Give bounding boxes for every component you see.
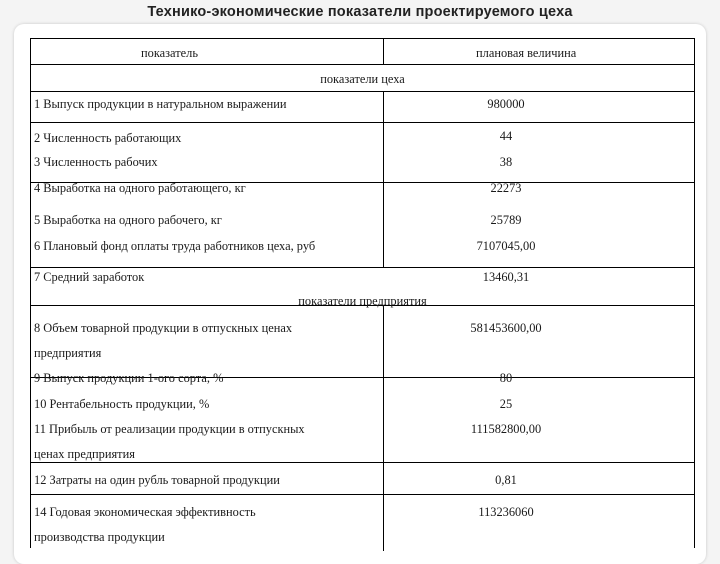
row-value-11: 111582800,00 — [470, 422, 542, 436]
row-label-12: 12 Затраты на один рубль товарной продукции — [34, 473, 280, 487]
row-value-5: 25789 — [490, 213, 522, 227]
row-label-9: 9 Выпуск продукции 1-ого сорта, % — [34, 371, 224, 385]
row-label-1: 1 Выпуск продукции в натуральном выражении — [34, 97, 287, 111]
row-label-3: 3 Численность рабочих — [34, 155, 158, 169]
row-label-8: 8 Объем товарной продукции в отпускных ценах — [34, 321, 293, 335]
row-value-7: 13460,31 — [482, 270, 530, 284]
row-value-12: 0,81 — [495, 473, 517, 487]
header-value: плановая величина — [476, 46, 577, 60]
row-value-3: 38 — [499, 155, 513, 169]
row-label-6: 6 Плановый фонд оплаты труда работников цеха, руб — [34, 239, 316, 253]
row-value-10: 25 — [499, 397, 513, 411]
row-value-9: 80 — [499, 371, 513, 385]
row-value-8: 581453600,00 — [470, 321, 542, 335]
row-label-2: 2 Численность работающих — [34, 131, 182, 145]
row-value-1: 980000 — [487, 97, 525, 111]
row-label-10: 10 Рентабельность продукции, % — [34, 397, 210, 411]
slide-title: Технико-экономические показатели проектируемого цеха — [147, 4, 573, 20]
section-enterprise: показатели предприятия — [298, 294, 427, 308]
section-workshop: показатели цеха — [320, 72, 405, 86]
row-label-11: 11 Прибыль от реализации продукции в отпускных — [34, 422, 305, 436]
row-label-11-cont: ценах предприятия — [34, 447, 135, 461]
row-label-8-cont: предприятия — [34, 346, 102, 360]
row-value-4: 22273 — [490, 181, 522, 195]
header-indicator: показатель — [141, 46, 198, 60]
row-value-6: 7107045,00 — [476, 239, 536, 253]
row-label-14: 14 Годовая экономическая эффективность — [34, 505, 256, 519]
row-label-7: 7 Средний заработок — [34, 270, 145, 284]
row-label-5: 5 Выработка на одного рабочего, кг — [34, 213, 222, 227]
row-label-4: 4 Выработка на одного работающего, кг — [34, 181, 246, 195]
row-value-2: 44 — [499, 129, 513, 143]
indicators-table — [30, 38, 695, 548]
row-value-14: 113236060 — [478, 505, 534, 519]
row-label-14-cont: производства продукции — [34, 530, 165, 544]
